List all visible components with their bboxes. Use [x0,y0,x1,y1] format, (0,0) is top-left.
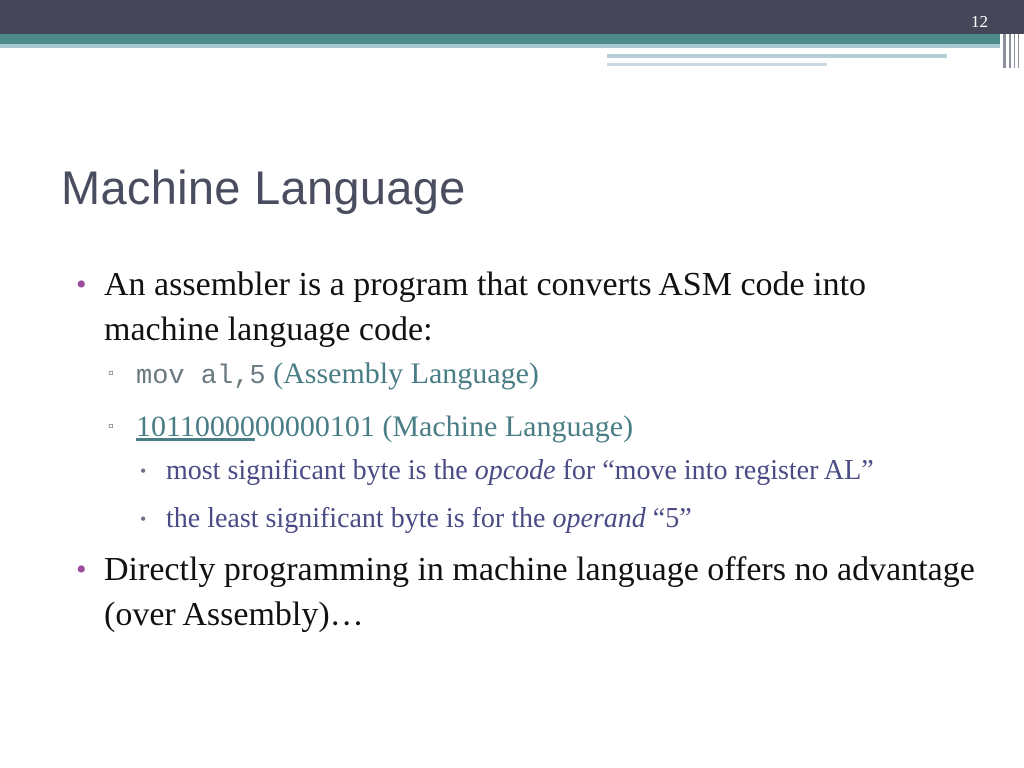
sub-sub-text: the least significant byte is for the [166,503,553,534]
sub-sub-bullet-item [76,499,976,539]
decorative-bar [1003,34,1006,68]
decorative-line [607,63,827,66]
sub-bullet-text: (Assembly Language) [265,357,539,390]
decorative-line [607,54,947,58]
sub-sub-bullet-item [76,451,976,491]
decorative-bar [1009,34,1011,68]
bullet-text: An assembler is a program that converts ASM code into machine language code: [104,266,867,348]
bullet-text: Directly programming in machine language offers no advantage (over Assembly)… [104,551,975,633]
small-dot-bullet-icon: • [140,461,147,481]
sub-bullet-item [76,354,976,397]
bullet-dot-icon: • [76,268,87,301]
bullet-item [76,547,976,637]
bullet-dot-icon: • [76,553,87,586]
code-snippet: mov al,5 [136,362,266,392]
slide-title: Machine Language [61,161,466,214]
decorative-bar [1014,34,1015,68]
header-stripe-teal [0,34,1000,44]
sub-sub-text: most significant byte is the [166,455,475,486]
sub-bullet-item [76,407,976,447]
slide-body [76,262,976,637]
slide-number: 12 [971,12,988,31]
opcode-bits: 10110000 [136,410,255,443]
square-bullet-icon: ▫ [108,365,114,382]
sub-bullet-text: 00000101 (Machine Language) [254,410,634,443]
small-dot-bullet-icon: • [140,509,147,529]
emphasis-operand: operand [552,503,646,534]
bullet-item [76,262,976,352]
header-band [0,0,1024,34]
square-bullet-icon: ▫ [108,418,114,435]
emphasis-opcode: opcode [474,455,556,486]
sub-sub-text: for “move into register AL” [555,455,874,486]
sub-sub-text: “5” [645,503,692,534]
decorative-bar [1018,34,1019,68]
